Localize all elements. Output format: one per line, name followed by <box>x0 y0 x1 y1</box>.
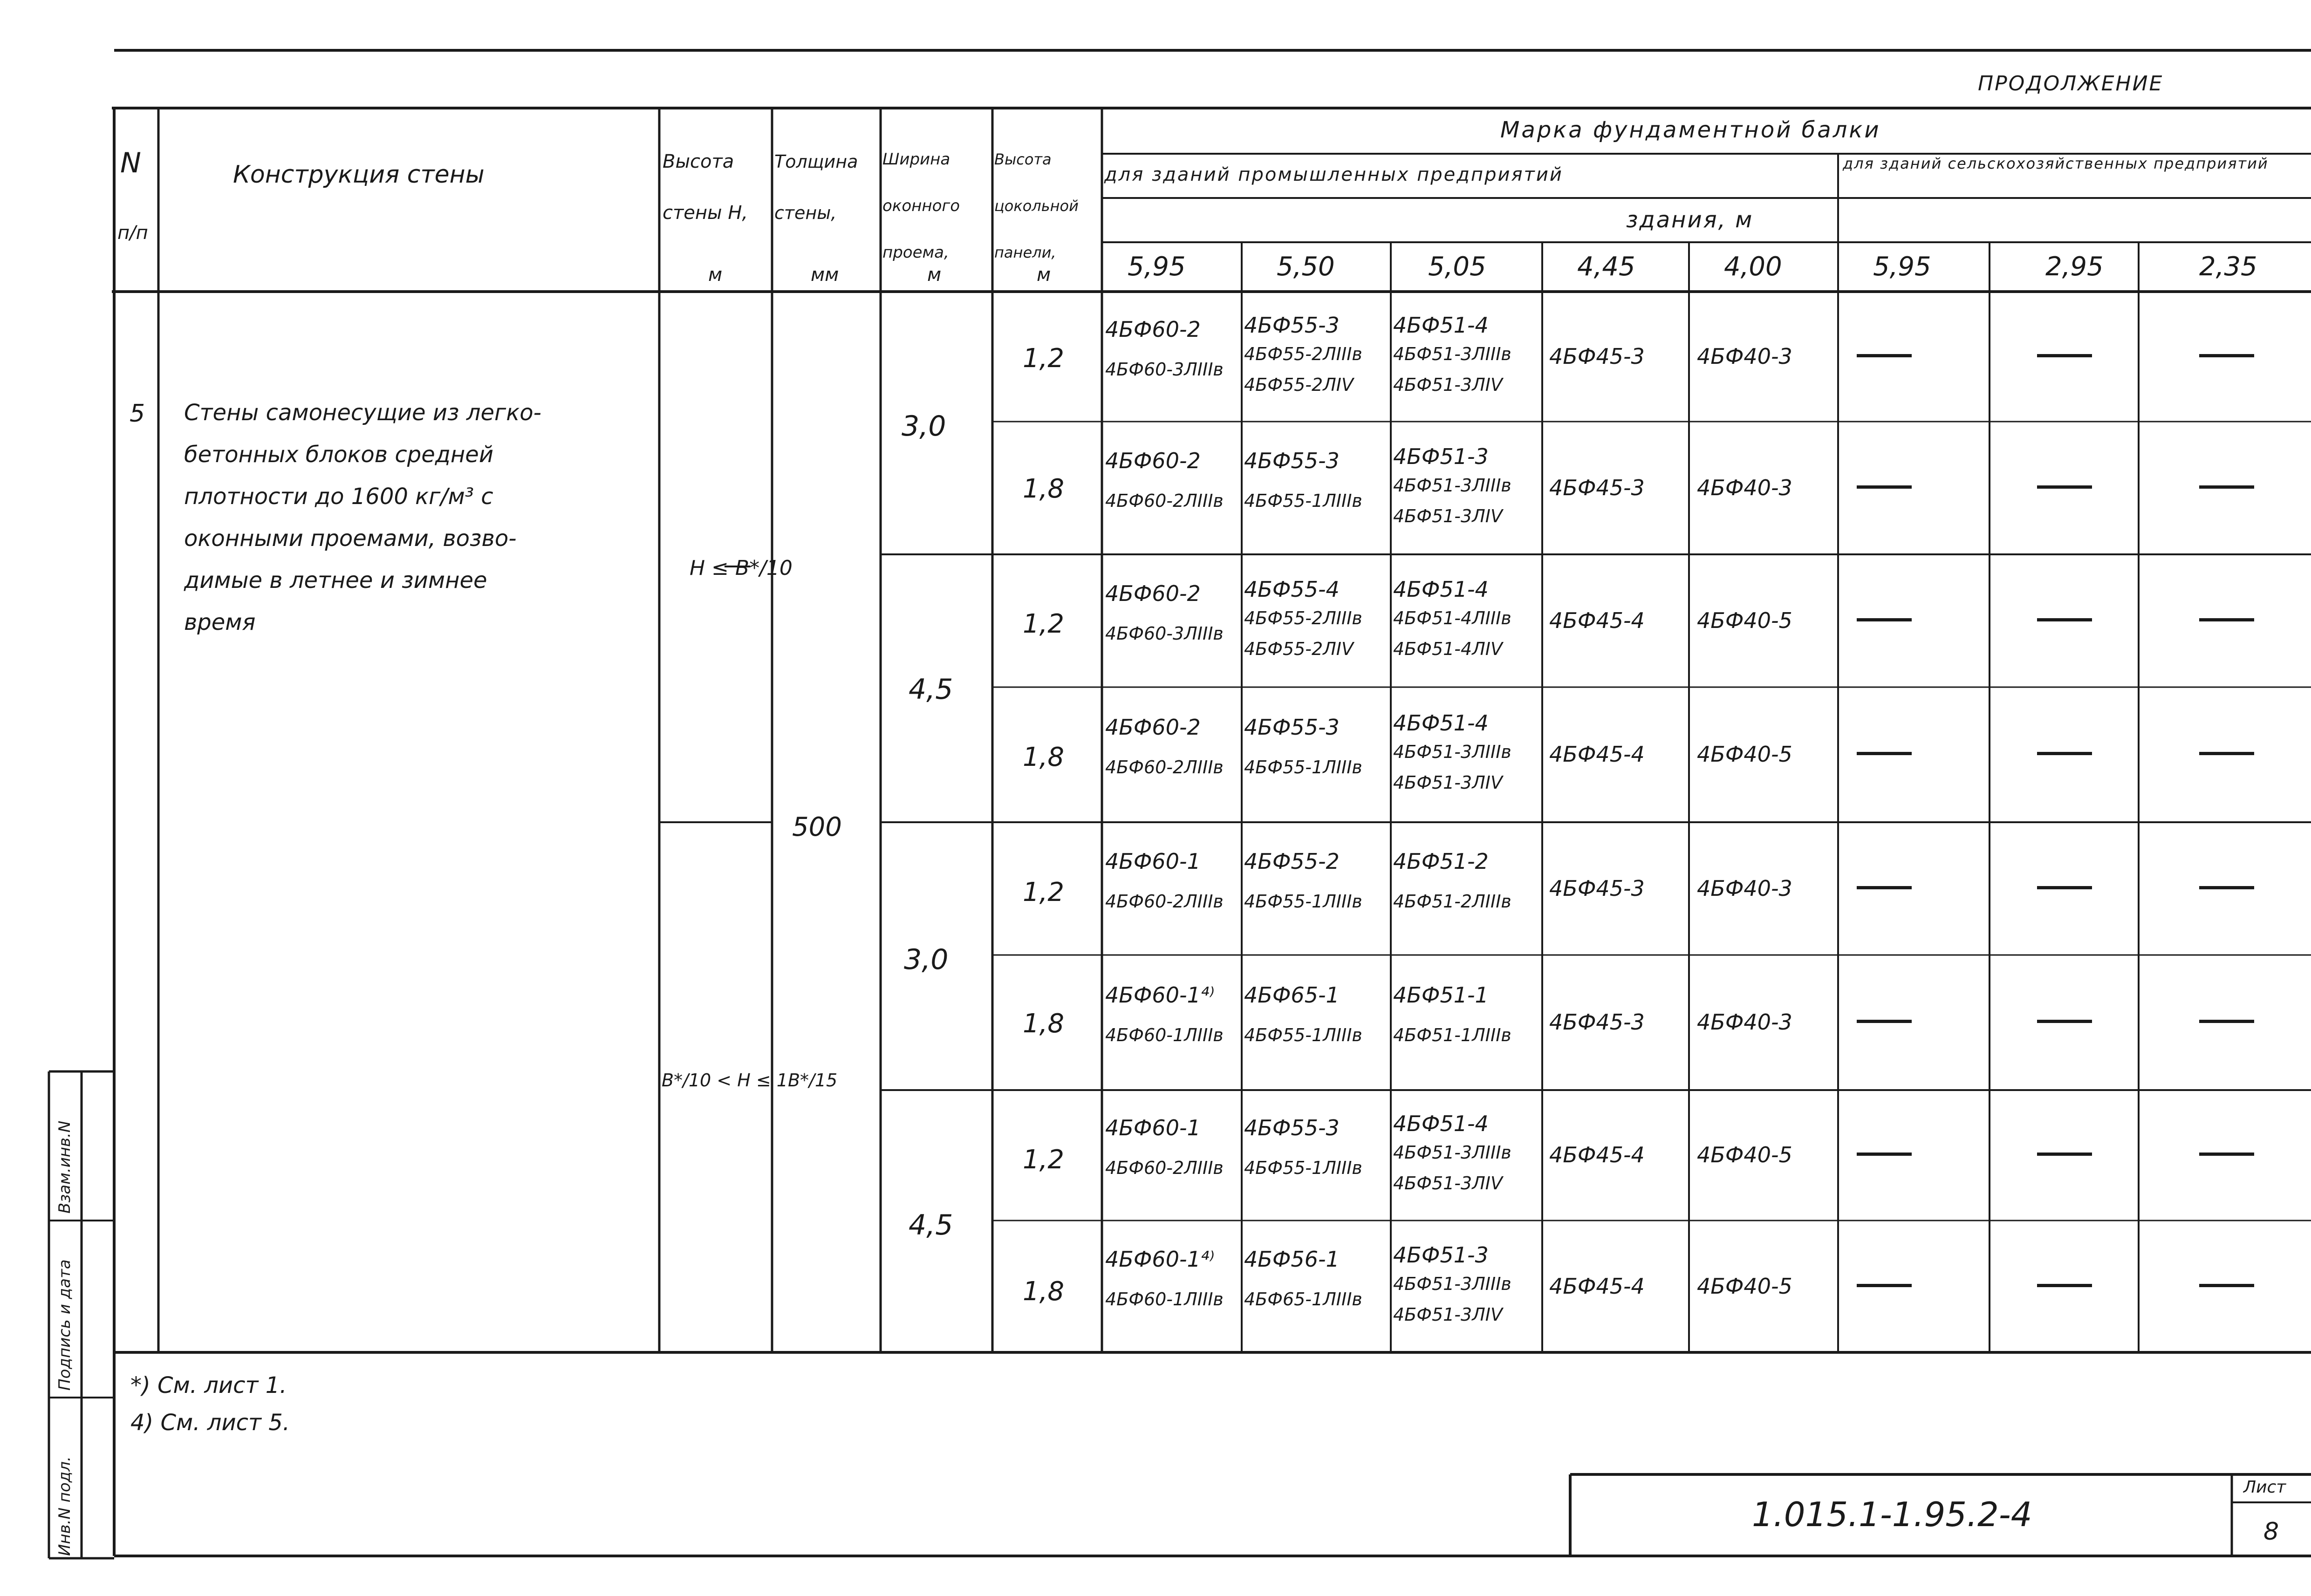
dash-r3-agri-3 <box>2199 618 2254 621</box>
beam-mark-r3-c4: 4БФ45-4 <box>1549 607 1645 633</box>
beam-mark-r6-c1-l1: 4БФ60-1⁴⁾ <box>1105 982 1215 1008</box>
dash-r5-agri-1 <box>1857 886 1912 889</box>
dash-r8-agri-1 <box>1857 1284 1912 1287</box>
beam-mark-r2-c3-l3: 4БФ51-3ЛIV <box>1393 505 1503 526</box>
beam-mark-r3-c2-l2: 4БФ55-2ЛIIIв <box>1244 607 1362 628</box>
col-window-header: Ширина оконного проема, <box>882 150 960 262</box>
sheet-number: 8 <box>2263 1518 2279 1546</box>
wall-thickness: 500 <box>792 812 842 842</box>
beam-mark-r5-c4: 4БФ45-3 <box>1549 875 1645 901</box>
construction-line-4: оконными проемами, возво- <box>184 525 517 552</box>
beam-mark-r4-c5: 4БФ40-5 <box>1697 742 1792 767</box>
beam-mark-r6-c3-l1: 4БФ51-1 <box>1393 982 1489 1008</box>
continuation-label: ПРОДОЛЖЕНИЕ <box>1978 72 2164 95</box>
footnote-2: 4) См. лист 5. <box>130 1410 290 1436</box>
window-width-2: 4,5 <box>909 673 953 706</box>
construction-line-3: плотности до 1600 кг/м³ с <box>184 484 493 510</box>
beam-mark-r8-c3-l1: 4БФ51-3 <box>1393 1242 1489 1268</box>
height-condition-2: B*/10 < H ≤ 1B*/15 <box>662 1070 838 1091</box>
window-width-3: 3,0 <box>904 943 949 976</box>
height-4-00: 4,00 <box>1724 252 1782 282</box>
height-5-05: 5,05 <box>1428 252 1486 282</box>
beam-mark-r8-c4: 4БФ45-4 <box>1549 1273 1645 1299</box>
beam-mark-r5-c2-l1: 4БФ55-2 <box>1244 848 1340 874</box>
plinth-3: 1,2 <box>1023 609 1065 639</box>
beam-mark-r6-c1-l2: 4БФ60-1ЛIIIв <box>1105 1025 1224 1045</box>
beam-mark-r1-c1-l1: 4БФ60-2 <box>1105 316 1201 342</box>
beam-mark-r6-c4: 4БФ45-3 <box>1549 1009 1645 1035</box>
beam-mark-r1-c3-l3: 4БФ51-3ЛIV <box>1393 374 1503 395</box>
beam-mark-r4-c1-l1: 4БФ60-2 <box>1105 715 1201 740</box>
beam-mark-r8-c3-l2: 4БФ51-3ЛIIIв <box>1393 1273 1511 1294</box>
mark-group-header: Марка фундаментной балки <box>1500 117 1881 143</box>
window-width-1: 3,0 <box>902 410 946 443</box>
beam-mark-r5-c1-l2: 4БФ60-2ЛIIIв <box>1105 891 1224 912</box>
beam-mark-r4-c1-l2: 4БФ60-2ЛIIIв <box>1105 757 1224 778</box>
beam-mark-r6-c5: 4БФ40-3 <box>1697 1009 1792 1035</box>
beam-mark-r2-c1-l2: 4БФ60-2ЛIIIв <box>1105 490 1224 511</box>
height-agri-5-95: 5,95 <box>1873 252 1931 282</box>
dash-r6-agri-3 <box>2199 1020 2254 1023</box>
beam-mark-r3-c3-l3: 4БФ51-4ЛIV <box>1393 638 1503 659</box>
footnote-1: *) См. лист 1. <box>130 1372 287 1398</box>
beam-mark-r7-c3-l1: 4БФ51-4 <box>1393 1111 1489 1136</box>
dash-r1-agri-1 <box>1857 354 1912 357</box>
dash-r5-agri-2 <box>2037 886 2092 889</box>
beam-mark-r4-c3-l3: 4БФ51-3ЛIV <box>1393 772 1503 793</box>
beam-mark-r1-c4: 4БФ45-3 <box>1549 343 1645 369</box>
beam-mark-r5-c1-l1: 4БФ60-1 <box>1105 848 1201 874</box>
dash-r4-agri-2 <box>2037 752 2092 755</box>
beam-mark-r3-c1-l2: 4БФ60-3ЛIIIв <box>1105 623 1224 644</box>
plinth-6: 1,8 <box>1023 1009 1065 1039</box>
dash-r3-agri-2 <box>2037 618 2092 621</box>
beam-mark-r5-c3-l2: 4БФ51-2ЛIIIв <box>1393 891 1511 912</box>
dash-r7-agri-1 <box>1857 1153 1912 1156</box>
plinth-8: 1,8 <box>1023 1276 1065 1307</box>
beam-mark-r2-c2-l1: 4БФ55-3 <box>1244 448 1340 473</box>
construction-line-6: время <box>184 609 256 635</box>
plinth-4: 1,8 <box>1023 742 1065 772</box>
plinth-2: 1,8 <box>1023 474 1065 504</box>
plinth-1: 1,2 <box>1023 343 1065 374</box>
beam-mark-r7-c1-l2: 4БФ60-2ЛIIIв <box>1105 1158 1224 1178</box>
beam-mark-r7-c4: 4БФ45-4 <box>1549 1142 1645 1167</box>
dash-r6-agri-1 <box>1857 1020 1912 1023</box>
beam-mark-r8-c2-l1: 4БФ56-1 <box>1244 1246 1340 1272</box>
beam-mark-r1-c3-l2: 4БФ51-3ЛIIIв <box>1393 343 1511 364</box>
height-5-95: 5,95 <box>1128 252 1186 282</box>
col-thickness-unit: мм <box>811 264 839 286</box>
dash-r4-agri-3 <box>2199 752 2254 755</box>
beam-mark-r4-c3-l1: 4БФ51-4 <box>1393 710 1489 736</box>
col-window-unit: м <box>927 264 942 286</box>
beam-mark-r1-c1-l2: 4БФ60-3ЛIIIв <box>1105 359 1224 380</box>
dash-r3-agri-1 <box>1857 618 1912 621</box>
beam-mark-r2-c1-l1: 4БФ60-2 <box>1105 448 1201 473</box>
dash-r6-agri-2 <box>2037 1020 2092 1023</box>
dash-r2-agri-3 <box>2199 485 2254 489</box>
beam-mark-r8-c3-l3: 4БФ51-3ЛIV <box>1393 1304 1503 1325</box>
beam-mark-r2-c3-l2: 4БФ51-3ЛIIIв <box>1393 475 1511 496</box>
beam-mark-r2-c4: 4БФ45-3 <box>1549 475 1645 500</box>
beam-mark-r2-c5: 4БФ40-3 <box>1697 475 1792 500</box>
beam-mark-r3-c2-l3: 4БФ55-2ЛIV <box>1244 638 1354 659</box>
beam-mark-r3-c2-l1: 4БФ55-4 <box>1244 576 1340 602</box>
sheet-label: Лист <box>2243 1478 2286 1497</box>
beam-mark-r7-c5: 4БФ40-5 <box>1697 1142 1792 1167</box>
beam-mark-r4-c2-l1: 4БФ55-3 <box>1244 715 1340 740</box>
beam-mark-r3-c3-l2: 4БФ51-4ЛIIIв <box>1393 607 1511 628</box>
beam-mark-r3-c1-l1: 4БФ60-2 <box>1105 580 1201 606</box>
height-4-45: 4,45 <box>1577 252 1635 282</box>
dash-r2-agri-1 <box>1857 485 1912 489</box>
beam-mark-r3-c5: 4БФ40-5 <box>1697 607 1792 633</box>
beam-mark-r7-c2-l1: 4БФ55-3 <box>1244 1115 1340 1140</box>
dash-r8-agri-2 <box>2037 1284 2092 1287</box>
beam-mark-r8-c1-l1: 4БФ60-1⁴⁾ <box>1105 1246 1215 1272</box>
beam-mark-r7-c1-l1: 4БФ60-1 <box>1105 1115 1201 1140</box>
beam-mark-r7-c2-l2: 4БФ55-1ЛIIIв <box>1244 1158 1362 1178</box>
height-5-50: 5,50 <box>1277 252 1335 282</box>
beam-mark-r7-c3-l2: 4БФ51-3ЛIIIв <box>1393 1142 1511 1163</box>
plinth-5: 1,2 <box>1023 877 1065 907</box>
col-plinth-header: Высота цокольной панели, <box>994 150 1079 261</box>
building-height-header: здания, м <box>1626 207 1754 233</box>
construction-line-2: бетонных блоков средней <box>184 442 494 468</box>
dash-r8-agri-3 <box>2199 1284 2254 1287</box>
construction-line-1: Стены самонесущие из легко- <box>184 400 541 426</box>
side-label-signature: Подпись и дата <box>55 1259 74 1391</box>
construction-line-5: димые в летнее и зимнее <box>184 567 487 593</box>
industrial-header: для зданий промышленных предприятий <box>1104 164 1563 185</box>
height-agri-2-95: 2,95 <box>2045 252 2104 282</box>
row-number: 5 <box>130 400 145 428</box>
dash-r7-agri-3 <box>2199 1153 2254 1156</box>
beam-mark-r1-c2-l3: 4БФ55-2ЛIV <box>1244 374 1354 395</box>
col-height-unit: м <box>708 264 723 286</box>
beam-mark-r4-c2-l2: 4БФ55-1ЛIIIв <box>1244 757 1362 778</box>
document-code: 1.015.1-1.95.2-4 <box>1752 1495 2032 1534</box>
beam-mark-r3-c3-l1: 4БФ51-4 <box>1393 576 1489 602</box>
beam-mark-r1-c3-l1: 4БФ51-4 <box>1393 312 1489 338</box>
dash-r7-agri-2 <box>2037 1153 2092 1156</box>
dash-r1-agri-2 <box>2037 354 2092 357</box>
beam-mark-r8-c2-l2: 4БФ65-1ЛIIIв <box>1244 1289 1362 1310</box>
dash-r5-agri-3 <box>2199 886 2254 889</box>
window-width-4: 4,5 <box>909 1209 953 1241</box>
beam-mark-r4-c4: 4БФ45-4 <box>1549 742 1645 767</box>
beam-mark-r7-c3-l3: 4БФ51-3ЛIV <box>1393 1173 1503 1194</box>
height-agri-2-35: 2,35 <box>2199 252 2257 282</box>
height-condition-1: H ≤ B*/10 <box>690 556 793 580</box>
col-construction-header: Конструкция стены <box>233 161 485 189</box>
beam-mark-r5-c5: 4БФ40-3 <box>1697 875 1792 901</box>
beam-mark-r6-c2-l2: 4БФ55-1ЛIIIв <box>1244 1025 1362 1045</box>
beam-mark-r1-c2-l1: 4БФ55-3 <box>1244 312 1340 338</box>
beam-mark-r6-c3-l2: 4БФ51-1ЛIIIв <box>1393 1025 1511 1045</box>
beam-mark-r1-c5: 4БФ40-3 <box>1697 343 1792 369</box>
beam-mark-r1-c2-l2: 4БФ55-2ЛIIIв <box>1244 343 1362 364</box>
col-plinth-unit: м <box>1037 264 1051 286</box>
beam-mark-r2-c2-l2: 4БФ55-1ЛIIIв <box>1244 490 1362 511</box>
beam-mark-r8-c5: 4БФ40-5 <box>1697 1273 1792 1299</box>
beam-mark-r4-c3-l2: 4БФ51-3ЛIIIв <box>1393 742 1511 762</box>
dash-r1-agri-3 <box>2199 354 2254 357</box>
dash-r2-agri-2 <box>2037 485 2092 489</box>
beam-mark-r5-c3-l1: 4БФ51-2 <box>1393 848 1489 874</box>
agricultural-header: для зданий сельскохозяйственных предприятий <box>1843 155 2269 172</box>
beam-mark-r8-c1-l2: 4БФ60-1ЛIIIв <box>1105 1289 1224 1310</box>
beam-mark-r5-c2-l2: 4БФ55-1ЛIIIв <box>1244 891 1362 912</box>
side-label-replace: Взам.инв.N <box>55 1120 74 1214</box>
beam-mark-r6-c2-l1: 4БФ65-1 <box>1244 982 1340 1008</box>
col-number-sub: п/п <box>117 222 148 244</box>
side-label-inv: Инв.N подл. <box>55 1456 74 1556</box>
col-thickness-header: Толщина стены, <box>774 151 858 223</box>
plinth-7: 1,2 <box>1023 1145 1065 1175</box>
col-height-header: Высота стены Н, <box>663 151 748 224</box>
beam-mark-r2-c3-l1: 4БФ51-3 <box>1393 443 1489 469</box>
dash-r4-agri-1 <box>1857 752 1912 755</box>
col-number-header: N <box>120 147 141 179</box>
